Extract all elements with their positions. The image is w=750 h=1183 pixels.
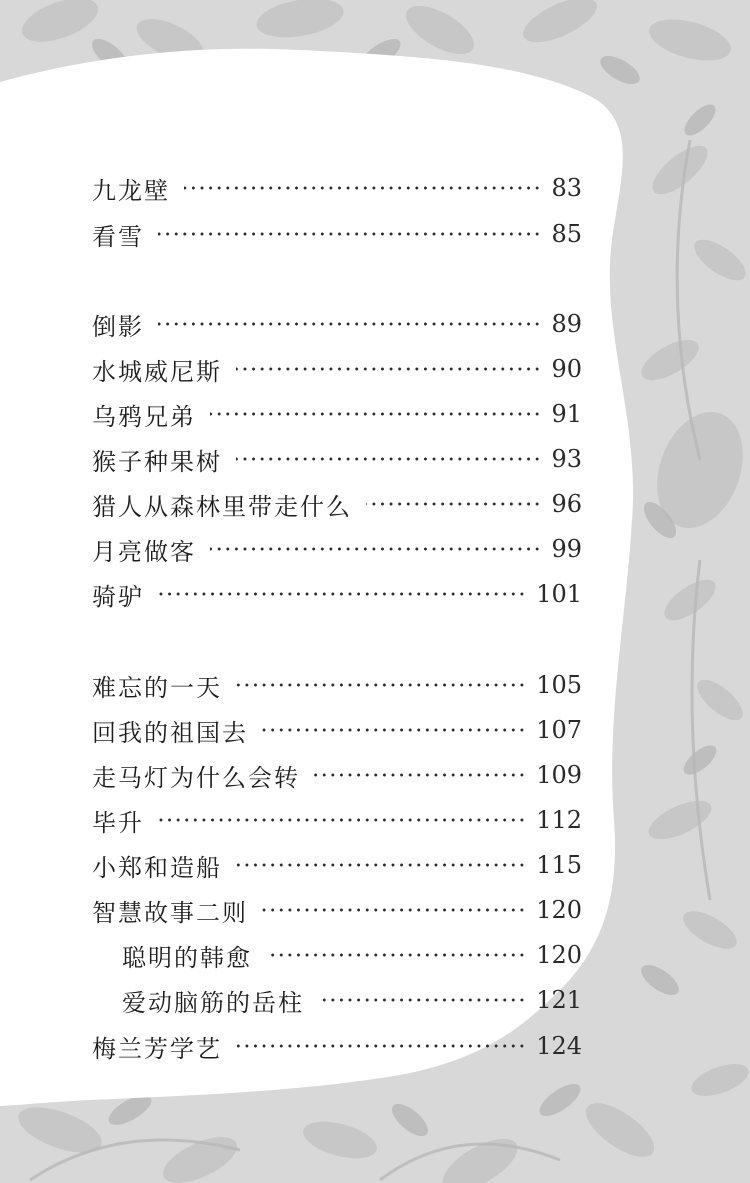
dot-leader (236, 367, 541, 371)
toc-entry-page: 107 (536, 716, 582, 744)
toc-entry-page: 124 (536, 1032, 582, 1060)
toc-entry-page: 85 (551, 220, 582, 248)
dot-leader (158, 592, 526, 596)
toc-entry-page: 90 (551, 355, 582, 383)
toc-entry-page: 83 (551, 174, 582, 202)
dot-leader (210, 547, 541, 551)
toc-entry-title: 水城威尼斯 (92, 357, 222, 386)
toc-entry-title: 乌鸦兄弟 (92, 402, 196, 431)
toc-entry[interactable] (92, 170, 582, 206)
toc-entry-title: 猴子种果树 (92, 447, 222, 476)
toc-entry-page: 109 (536, 761, 582, 789)
toc-entry-title: 骑驴 (92, 582, 144, 611)
toc-entry[interactable] (92, 757, 582, 793)
dot-leader (266, 953, 526, 957)
dot-leader (236, 863, 526, 867)
toc-entry-page: 120 (536, 941, 582, 969)
toc-entry-page: 115 (536, 851, 582, 879)
toc-entry-page: 91 (551, 400, 582, 428)
toc-subentry[interactable] (122, 982, 582, 1018)
toc-entry[interactable] (92, 712, 582, 748)
toc-entry-page: 121 (536, 986, 582, 1014)
toc-entry-title: 小郑和造船 (92, 853, 222, 882)
dot-leader (318, 998, 526, 1002)
toc-entry-page: 89 (551, 310, 582, 338)
toc-entry-title: 难忘的一天 (92, 673, 222, 702)
toc-entry[interactable] (92, 486, 582, 522)
toc-entry-title: 梅兰芳学艺 (92, 1034, 222, 1063)
toc-entry-page: 99 (551, 535, 582, 563)
toc-entry-page: 112 (536, 806, 582, 834)
toc-entry[interactable] (92, 892, 582, 928)
toc-entry[interactable] (92, 531, 582, 567)
toc-entry[interactable] (92, 306, 582, 342)
toc-entry[interactable] (92, 576, 582, 612)
toc-entry[interactable] (92, 1028, 582, 1064)
toc-entry[interactable] (92, 667, 582, 703)
dot-leader (158, 818, 526, 822)
dot-leader (184, 186, 541, 190)
dot-leader (210, 412, 541, 416)
dot-leader (314, 773, 526, 777)
toc-entry-title: 走马灯为什么会转 (92, 763, 300, 792)
toc-entry-title: 九龙壁 (92, 176, 170, 205)
toc-entry[interactable] (92, 441, 582, 477)
toc-entry-title: 倒影 (92, 312, 144, 341)
dot-leader (236, 683, 526, 687)
toc-entry-title: 月亮做客 (92, 537, 196, 566)
toc-entry[interactable] (92, 216, 582, 252)
toc-entry-title: 毕升 (92, 808, 144, 837)
toc-entry-page: 96 (551, 490, 582, 518)
dot-leader (366, 502, 541, 506)
toc-entry-title: 聪明的韩愈 (122, 943, 252, 972)
dot-leader (158, 232, 541, 236)
toc-entry[interactable] (92, 351, 582, 387)
dot-leader (262, 908, 526, 912)
dot-leader (158, 322, 541, 326)
toc-entry-page: 120 (536, 896, 582, 924)
toc-entry-title: 猎人从森林里带走什么 (92, 492, 352, 521)
dot-leader (236, 1044, 526, 1048)
toc-entry-page: 105 (536, 671, 582, 699)
toc-entry[interactable] (92, 802, 582, 838)
dot-leader (262, 728, 526, 732)
dot-leader (236, 457, 541, 461)
toc-entry-page: 93 (551, 445, 582, 473)
toc-entry[interactable] (92, 847, 582, 883)
toc-entry-title: 回我的祖国去 (92, 718, 248, 747)
toc-entry-page: 101 (536, 580, 582, 608)
toc-entry-title: 智慧故事二则 (92, 898, 248, 927)
toc-entry-title: 看雪 (92, 222, 144, 251)
toc-entry[interactable] (92, 396, 582, 432)
toc-subentry[interactable] (122, 937, 582, 973)
toc-entry-title: 爱动脑筋的岳柱 (122, 988, 304, 1017)
